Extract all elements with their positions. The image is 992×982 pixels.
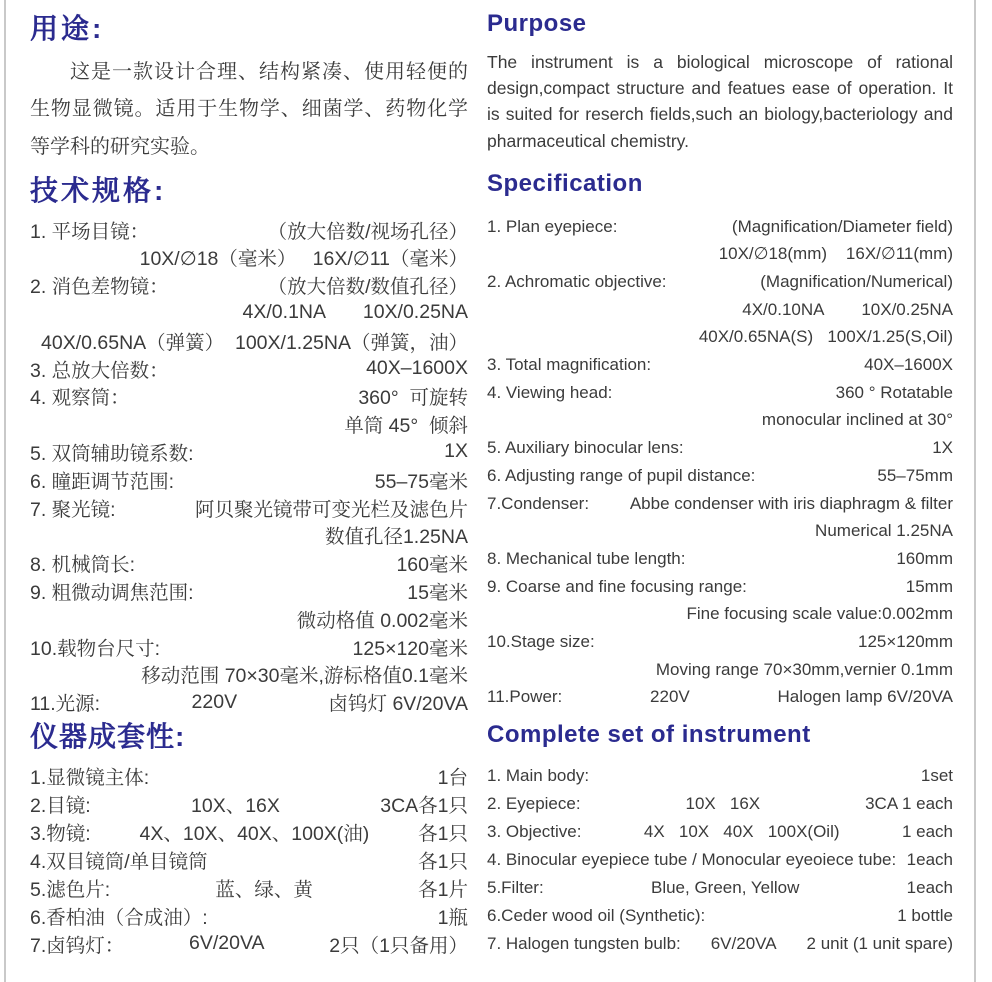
spec-row (30, 605, 468, 633)
spec-cell-r: 55–75mm (877, 465, 953, 485)
spec-cell-r: 微动格值 0.002毫米 (296, 609, 468, 632)
spec-cell-l: 4.双目镜筒/单目镜筒 (30, 850, 208, 873)
spec-row (30, 466, 468, 494)
spec-cell-l: 2. Achromatic objective: (487, 272, 667, 291)
spec-cell-l: 2. 消色差物镜： (30, 276, 169, 299)
spec-row (487, 846, 953, 874)
spec-row (30, 930, 468, 958)
spec-cell-r: （放大倍数/数值孔径） (267, 276, 468, 299)
spec-cell-m: 4X、10X、40X、100X(油) (139, 822, 370, 845)
spec-cell-l: 1. Plan eyepiece: (487, 216, 618, 236)
spec-row (30, 790, 468, 818)
spec-cell-m: 10X、16X (191, 794, 280, 817)
spec-cell-r: 160毫米 (396, 554, 468, 577)
spec-cell-r: 1X (932, 438, 953, 458)
spec-cell-r: 阿贝聚光镜带可变光栏及滤色片 (194, 498, 468, 521)
spec-cell-r: 10X/∅18(mm) 16X/∅11(mm) (718, 244, 953, 264)
spec-cell-l: 8. Mechanical tube length: (487, 548, 686, 568)
spec-row (30, 271, 468, 299)
purpose-paragraph-en: The instrument is a biological microscope of rational design,compact structure and featues ease of operation. It is suited for reserch fields,such an biology,bacteriology and pharmaceutical chemistry. (487, 51, 953, 151)
spec-cell-r: 2只（1只备用） (329, 934, 468, 957)
spec-row (30, 327, 468, 355)
spec-cell-r: 2 unit (1 unit spare) (806, 933, 953, 953)
spec-row (487, 600, 953, 628)
purpose-paragraph-cn: 这是一款设计合理、结构紧凑、使用轻便的生物显微镜。适用于生物学、细菌学、药物化学等学科的研究实验。 (30, 60, 468, 158)
spec-cell-r: 1X (444, 440, 468, 463)
spec-row (487, 930, 953, 958)
spec-row (30, 216, 468, 244)
spec-cell-r: 1set (920, 765, 953, 785)
spec-cell-r: 1瓶 (437, 906, 468, 929)
spec-cell-l: 5. 双筒辅助镜系数: (30, 442, 194, 465)
spec-row (487, 573, 953, 601)
spec-cell-r: monocular inclined at 30° (761, 410, 953, 430)
purpose-heading-en: Purpose (487, 10, 587, 37)
spec-row (487, 268, 953, 296)
spec-row (487, 407, 953, 435)
spec-row (30, 660, 468, 688)
spec-cell-l: 4. Viewing head: (487, 382, 613, 402)
spec-cell-r: 40X–1600X (864, 355, 953, 375)
spec-row (487, 790, 953, 818)
set-list-en (487, 762, 953, 958)
spec-cell-l: 7.Condenser: (487, 493, 590, 513)
spec-cell-r: Moving range 70×30mm,vernier 0.1mm (655, 659, 953, 679)
spec-cell-r: 125×120毫米 (352, 637, 468, 660)
spec-cell-l: 7.卤钨灯： (30, 934, 125, 957)
spec-cell-r: 15mm (905, 576, 953, 596)
set-heading-en: Complete set of instrument (487, 721, 811, 749)
spec-cell-r: 360 ° Rotatable (835, 382, 953, 402)
spec-cell-r: Abbe condenser with iris diaphragm & filter (629, 493, 953, 513)
spec-cell-r: 3CA 1 each (865, 793, 953, 813)
spec-row (30, 355, 468, 383)
spec-cell-m: 220V (191, 690, 238, 713)
spec-cell-r: 15毫米 (407, 581, 468, 604)
spec-row (487, 490, 953, 518)
spec-row (487, 517, 953, 545)
spec-cell-r: Numerical 1.25NA (815, 521, 953, 541)
spec-cell-l: 10.载物台尺寸: (30, 637, 161, 660)
spec-row (487, 213, 953, 241)
spec-cell-r: 10X/∅18（毫米） 16X/∅11（毫米） (139, 248, 468, 271)
spec-cell-l: 9. Coarse and fine focusing range: (487, 576, 747, 596)
spec-cell-l: 7. 聚光镜: (30, 498, 116, 521)
spec-row (30, 494, 468, 522)
spec-cell-r: 160mm (896, 548, 953, 568)
spec-cell-r: 4X/0.10NA 10X/0.25NA (742, 299, 953, 319)
spec-cell-r: 各1只 (418, 850, 468, 873)
spec-cell-r: 1each (906, 849, 953, 869)
chinese-column (30, 8, 468, 958)
spec-cell-r: 数值孔径1.25NA (324, 526, 468, 549)
spec-cell-l: 5.滤色片: (30, 878, 111, 901)
spec-row (30, 577, 468, 605)
spec-cell-r: 1 bottle (897, 905, 953, 925)
spec-row (487, 545, 953, 573)
english-column (487, 8, 953, 958)
spec-cell-r: 卤钨灯 6V/20VA (328, 693, 468, 716)
spec-cell-r: 各1片 (418, 878, 468, 901)
spec-row (487, 351, 953, 379)
set-list-cn (30, 762, 468, 958)
spec-cell-r: 125×120mm (858, 631, 953, 651)
spec-cell-l: 3. 总放大倍数： (30, 359, 169, 382)
spec-row (487, 324, 953, 352)
spec-cell-m: Blue, Green, Yellow (650, 877, 800, 897)
spec-row (487, 434, 953, 462)
spec-list-en (487, 213, 953, 711)
spec-cell-l: 10.Stage size: (487, 631, 595, 651)
spec-cell-l: 4. 观察筒： (30, 387, 130, 410)
spec-row (30, 382, 468, 410)
spec-heading-cn: 技术规格: (30, 175, 167, 207)
spec-cell-l: 11.光源: (30, 693, 101, 716)
spec-row (487, 902, 953, 930)
spec-cell-l: 6.Ceder wood oil (Synthetic): (487, 905, 706, 925)
spec-cell-r: (Magnification/Diameter field) (731, 216, 953, 236)
spec-cell-r: 40X–1600X (366, 357, 468, 380)
spec-row (30, 521, 468, 549)
spec-heading-en: Specification (487, 169, 643, 197)
spec-cell-l: 1.显微镜主体: (30, 766, 150, 789)
spec-cell-l: 6.香柏油（合成油）: (30, 906, 208, 929)
spec-row (487, 818, 953, 846)
spec-row (30, 243, 468, 271)
spec-row (487, 874, 953, 902)
spec-row (30, 688, 468, 716)
spec-row (30, 818, 468, 846)
spec-cell-r: 1台 (437, 766, 468, 789)
spec-cell-r: 55–75毫米 (374, 470, 468, 493)
spec-cell-m: 220V (650, 687, 690, 707)
spec-row (487, 656, 953, 684)
spec-cell-r: 40X/0.65NA（弹簧） 100X/1.25NA（弹簧，油） (41, 331, 468, 354)
spec-cell-r: Fine focusing scale value:0.002mm (686, 604, 953, 624)
spec-cell-l: 6. Adjusting range of pupil distance: (487, 465, 756, 485)
spec-cell-r: 各1只 (418, 822, 468, 845)
spec-cell-r: 3CA各1只 (380, 794, 468, 817)
spec-row (30, 633, 468, 661)
spec-cell-l: 5.Filter: (487, 877, 544, 897)
spec-cell-r: 单筒 45° 倾斜 (344, 415, 468, 438)
spec-row (487, 628, 953, 656)
purpose-heading-cn: 用途: (30, 13, 105, 44)
set-heading-cn: 仪器成套性: (30, 721, 186, 753)
spec-cell-l: 9. 粗微动调焦范围: (30, 581, 194, 604)
spec-row (487, 462, 953, 490)
spec-row (30, 902, 468, 930)
spec-row (487, 762, 953, 790)
spec-cell-r: 4X/0.1NA 10X/0.25NA (242, 301, 468, 324)
spec-cell-r: 1each (906, 877, 953, 897)
spec-row (30, 874, 468, 902)
spec-cell-m: 6V/20VA (189, 932, 265, 955)
spec-cell-r: （放大倍数/视场孔径） (267, 220, 468, 243)
spec-cell-r: 移动范围 70×30毫米,游标格值0.1毫米 (141, 665, 468, 688)
spec-row (487, 379, 953, 407)
spec-cell-r: 360° 可旋转 (358, 387, 468, 410)
spec-cell-l: 11.Power: (487, 687, 563, 707)
spec-cell-l: 8. 机械筒长: (30, 554, 136, 577)
spec-row (487, 240, 953, 268)
spec-cell-l: 1. Main body: (487, 765, 590, 785)
spec-row (487, 683, 953, 711)
page-border-left (4, 0, 6, 982)
spec-cell-m: 10X 16X (685, 793, 761, 813)
spec-row (30, 410, 468, 438)
spec-cell-l: 5. Auxiliary binocular lens: (487, 438, 684, 458)
spec-row (30, 846, 468, 874)
spec-list-cn (30, 216, 468, 716)
spec-row (30, 762, 468, 790)
spec-cell-r: (Magnification/Numerical) (760, 272, 953, 291)
spec-cell-l: 1. 平场目镜： (30, 220, 150, 243)
spec-row (30, 438, 468, 466)
spec-cell-l: 7. Halogen tungsten bulb: (487, 933, 681, 953)
spec-cell-m: 4X 10X 40X 100X(Oil) (643, 821, 840, 841)
spec-row (30, 549, 468, 577)
spec-cell-l: 3. Objective: (487, 821, 582, 841)
spec-cell-m: 蓝、绿、黄 (215, 878, 313, 901)
spec-cell-l: 4. Binocular eyepiece tube / Monocular eyeoiece tube: (487, 849, 897, 869)
spec-cell-l: 3. Total magnification: (487, 355, 652, 375)
spec-cell-r: 40X/0.65NA(S) 100X/1.25(S,Oil) (698, 327, 953, 347)
spec-row (487, 296, 953, 324)
spec-cell-l: 6. 瞳距调节范围: (30, 470, 175, 493)
spec-cell-r: 1 each (901, 821, 953, 841)
page-border-right (974, 0, 976, 982)
spec-cell-m: 6V/20VA (710, 933, 777, 953)
spec-cell-l: 2.目镜: (30, 794, 91, 817)
spec-cell-r: Halogen lamp 6V/20VA (777, 687, 953, 707)
spec-cell-l: 3.物镜: (30, 822, 91, 845)
spec-row (30, 299, 468, 327)
spec-cell-l: 2. Eyepiece: (487, 793, 581, 813)
